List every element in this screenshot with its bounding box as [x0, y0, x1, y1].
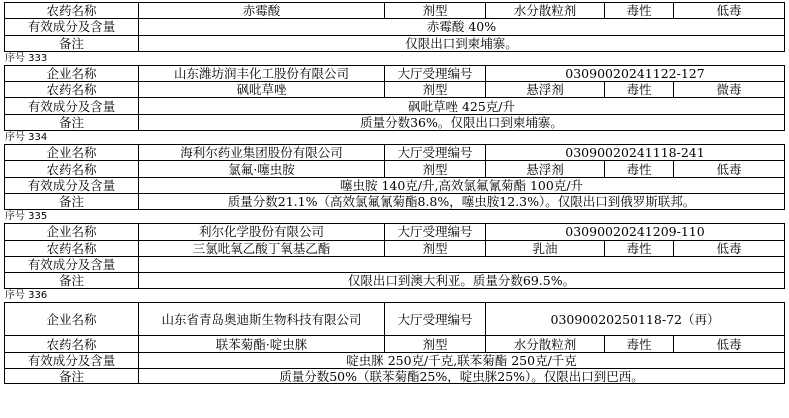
- table-row: [4, 97, 785, 113]
- label-formulation: 剂型: [384, 335, 485, 351]
- active-ingredient: 噻虫胺 140克/升,高效氯氟氰菊酯 100克/升: [138, 177, 785, 193]
- registration-table: [4, 2, 785, 384]
- table-row: [4, 65, 785, 81]
- label-pesticide-name: 农药名称: [4, 81, 138, 97]
- label-registration-no: 大厅受理编号: [384, 65, 485, 81]
- table-row: [4, 272, 785, 288]
- table-row: [4, 193, 785, 209]
- formulation: 悬浮剂: [485, 81, 604, 97]
- label-pesticide-name: 农药名称: [4, 2, 138, 18]
- label-company: 企业名称: [4, 144, 138, 160]
- formulation: 水分散粒剂: [485, 335, 604, 351]
- table-row: [4, 144, 785, 160]
- label-company: 企业名称: [4, 65, 138, 81]
- remarks: 仅限出口到澳大利亚。质量分数69.5%。: [138, 272, 785, 288]
- active-ingredient: 砜吡草唑 425克/升: [138, 97, 785, 113]
- label-remarks: 备注: [4, 272, 138, 288]
- label-pesticide-name: 农药名称: [4, 335, 138, 351]
- company-name: 山东潍坊润丰化工股份有限公司: [138, 65, 384, 81]
- label-toxicity: 毒性: [604, 2, 673, 18]
- label-company: 企业名称: [4, 223, 138, 239]
- label-toxicity: 毒性: [604, 81, 673, 97]
- label-toxicity: 毒性: [604, 240, 673, 256]
- label-formulation: 剂型: [384, 81, 485, 97]
- formulation: 悬浮剂: [485, 160, 604, 176]
- active-ingredient: [138, 256, 785, 272]
- table-row: [4, 352, 785, 368]
- company-name: 利尔化学股份有限公司: [138, 223, 384, 239]
- label-company: 企业名称: [4, 302, 138, 335]
- label-active-ingredient: 有效成分及含量: [4, 97, 138, 113]
- toxicity: 低毒: [673, 2, 785, 18]
- label-remarks: 备注: [4, 193, 138, 209]
- table-row: [4, 35, 785, 51]
- remarks: 仅限出口到柬埔寨。: [138, 35, 785, 51]
- table-row: [4, 335, 785, 351]
- pesticide-name: 联苯菊酯·啶虫脒: [138, 335, 384, 351]
- label-remarks: 备注: [4, 114, 138, 130]
- table-row: [4, 240, 785, 256]
- formulation: 乳油: [485, 240, 604, 256]
- label-active-ingredient: 有效成分及含量: [4, 18, 138, 34]
- pesticide-name: 赤霉酸: [138, 2, 384, 18]
- table-row: [4, 160, 785, 176]
- toxicity: 低毒: [673, 160, 785, 176]
- table-row: [4, 81, 785, 97]
- label-formulation: 剂型: [384, 240, 485, 256]
- toxicity: 低毒: [673, 240, 785, 256]
- table-row: [4, 114, 785, 130]
- active-ingredient: 啶虫脒 250克/千克,联苯菊酯 250克/千克: [138, 352, 785, 368]
- pesticide-name: 三氯吡氧乙酸丁氧基乙酯: [138, 240, 384, 256]
- remarks: 质量分数50%（联苯菊酯25%，啶虫脒25%）。仅限出口到巴西。: [138, 368, 785, 384]
- toxicity: 微毒: [673, 81, 785, 97]
- table-row: [4, 18, 785, 34]
- sequence-number: 序号 336: [4, 288, 785, 302]
- pesticide-name: 砜吡草唑: [138, 81, 384, 97]
- table-row: [4, 223, 785, 239]
- label-registration-no: 大厅受理编号: [384, 144, 485, 160]
- sequence-number: 序号 334: [4, 130, 785, 144]
- label-registration-no: 大厅受理编号: [384, 223, 485, 239]
- company-name: 海利尔药业集团股份有限公司: [138, 144, 384, 160]
- remarks: 质量分数21.1%（高效氯氟氰菊酯8.8%，噻虫胺12.3%）。仅限出口到俄罗斯联邦。: [138, 193, 785, 209]
- formulation: 水分散粒剂: [485, 2, 604, 18]
- label-active-ingredient: 有效成分及含量: [4, 177, 138, 193]
- label-active-ingredient: 有效成分及含量: [4, 256, 138, 272]
- label-pesticide-name: 农药名称: [4, 160, 138, 176]
- table-row: [4, 2, 785, 18]
- table-row: [4, 368, 785, 384]
- company-name: 山东省青岛奥迪斯生物科技有限公司: [138, 302, 384, 335]
- registration-no: 03090020241122-127: [485, 65, 785, 81]
- label-formulation: 剂型: [384, 2, 485, 18]
- registration-no: 03090020241118-241: [485, 144, 785, 160]
- registration-no: 03090020250118-72（再）: [485, 302, 785, 335]
- label-formulation: 剂型: [384, 160, 485, 176]
- pesticide-name: 氯氟·噻虫胺: [138, 160, 384, 176]
- remarks: 质量分数36%。仅限出口到柬埔寨。: [138, 114, 785, 130]
- label-toxicity: 毒性: [604, 160, 673, 176]
- label-remarks: 备注: [4, 35, 138, 51]
- table-row: [4, 256, 785, 272]
- registration-no: 03090020241209-110: [485, 223, 785, 239]
- toxicity: 低毒: [673, 335, 785, 351]
- sequence-number: 序号 333: [4, 51, 785, 65]
- label-active-ingredient: 有效成分及含量: [4, 352, 138, 368]
- label-registration-no: 大厅受理编号: [384, 302, 485, 335]
- sequence-number: 序号 335: [4, 209, 785, 223]
- active-ingredient: 赤霉酸 40%: [138, 18, 785, 34]
- table-row: [4, 177, 785, 193]
- table-row: [4, 302, 785, 335]
- label-pesticide-name: 农药名称: [4, 240, 138, 256]
- label-remarks: 备注: [4, 368, 138, 384]
- label-toxicity: 毒性: [604, 335, 673, 351]
